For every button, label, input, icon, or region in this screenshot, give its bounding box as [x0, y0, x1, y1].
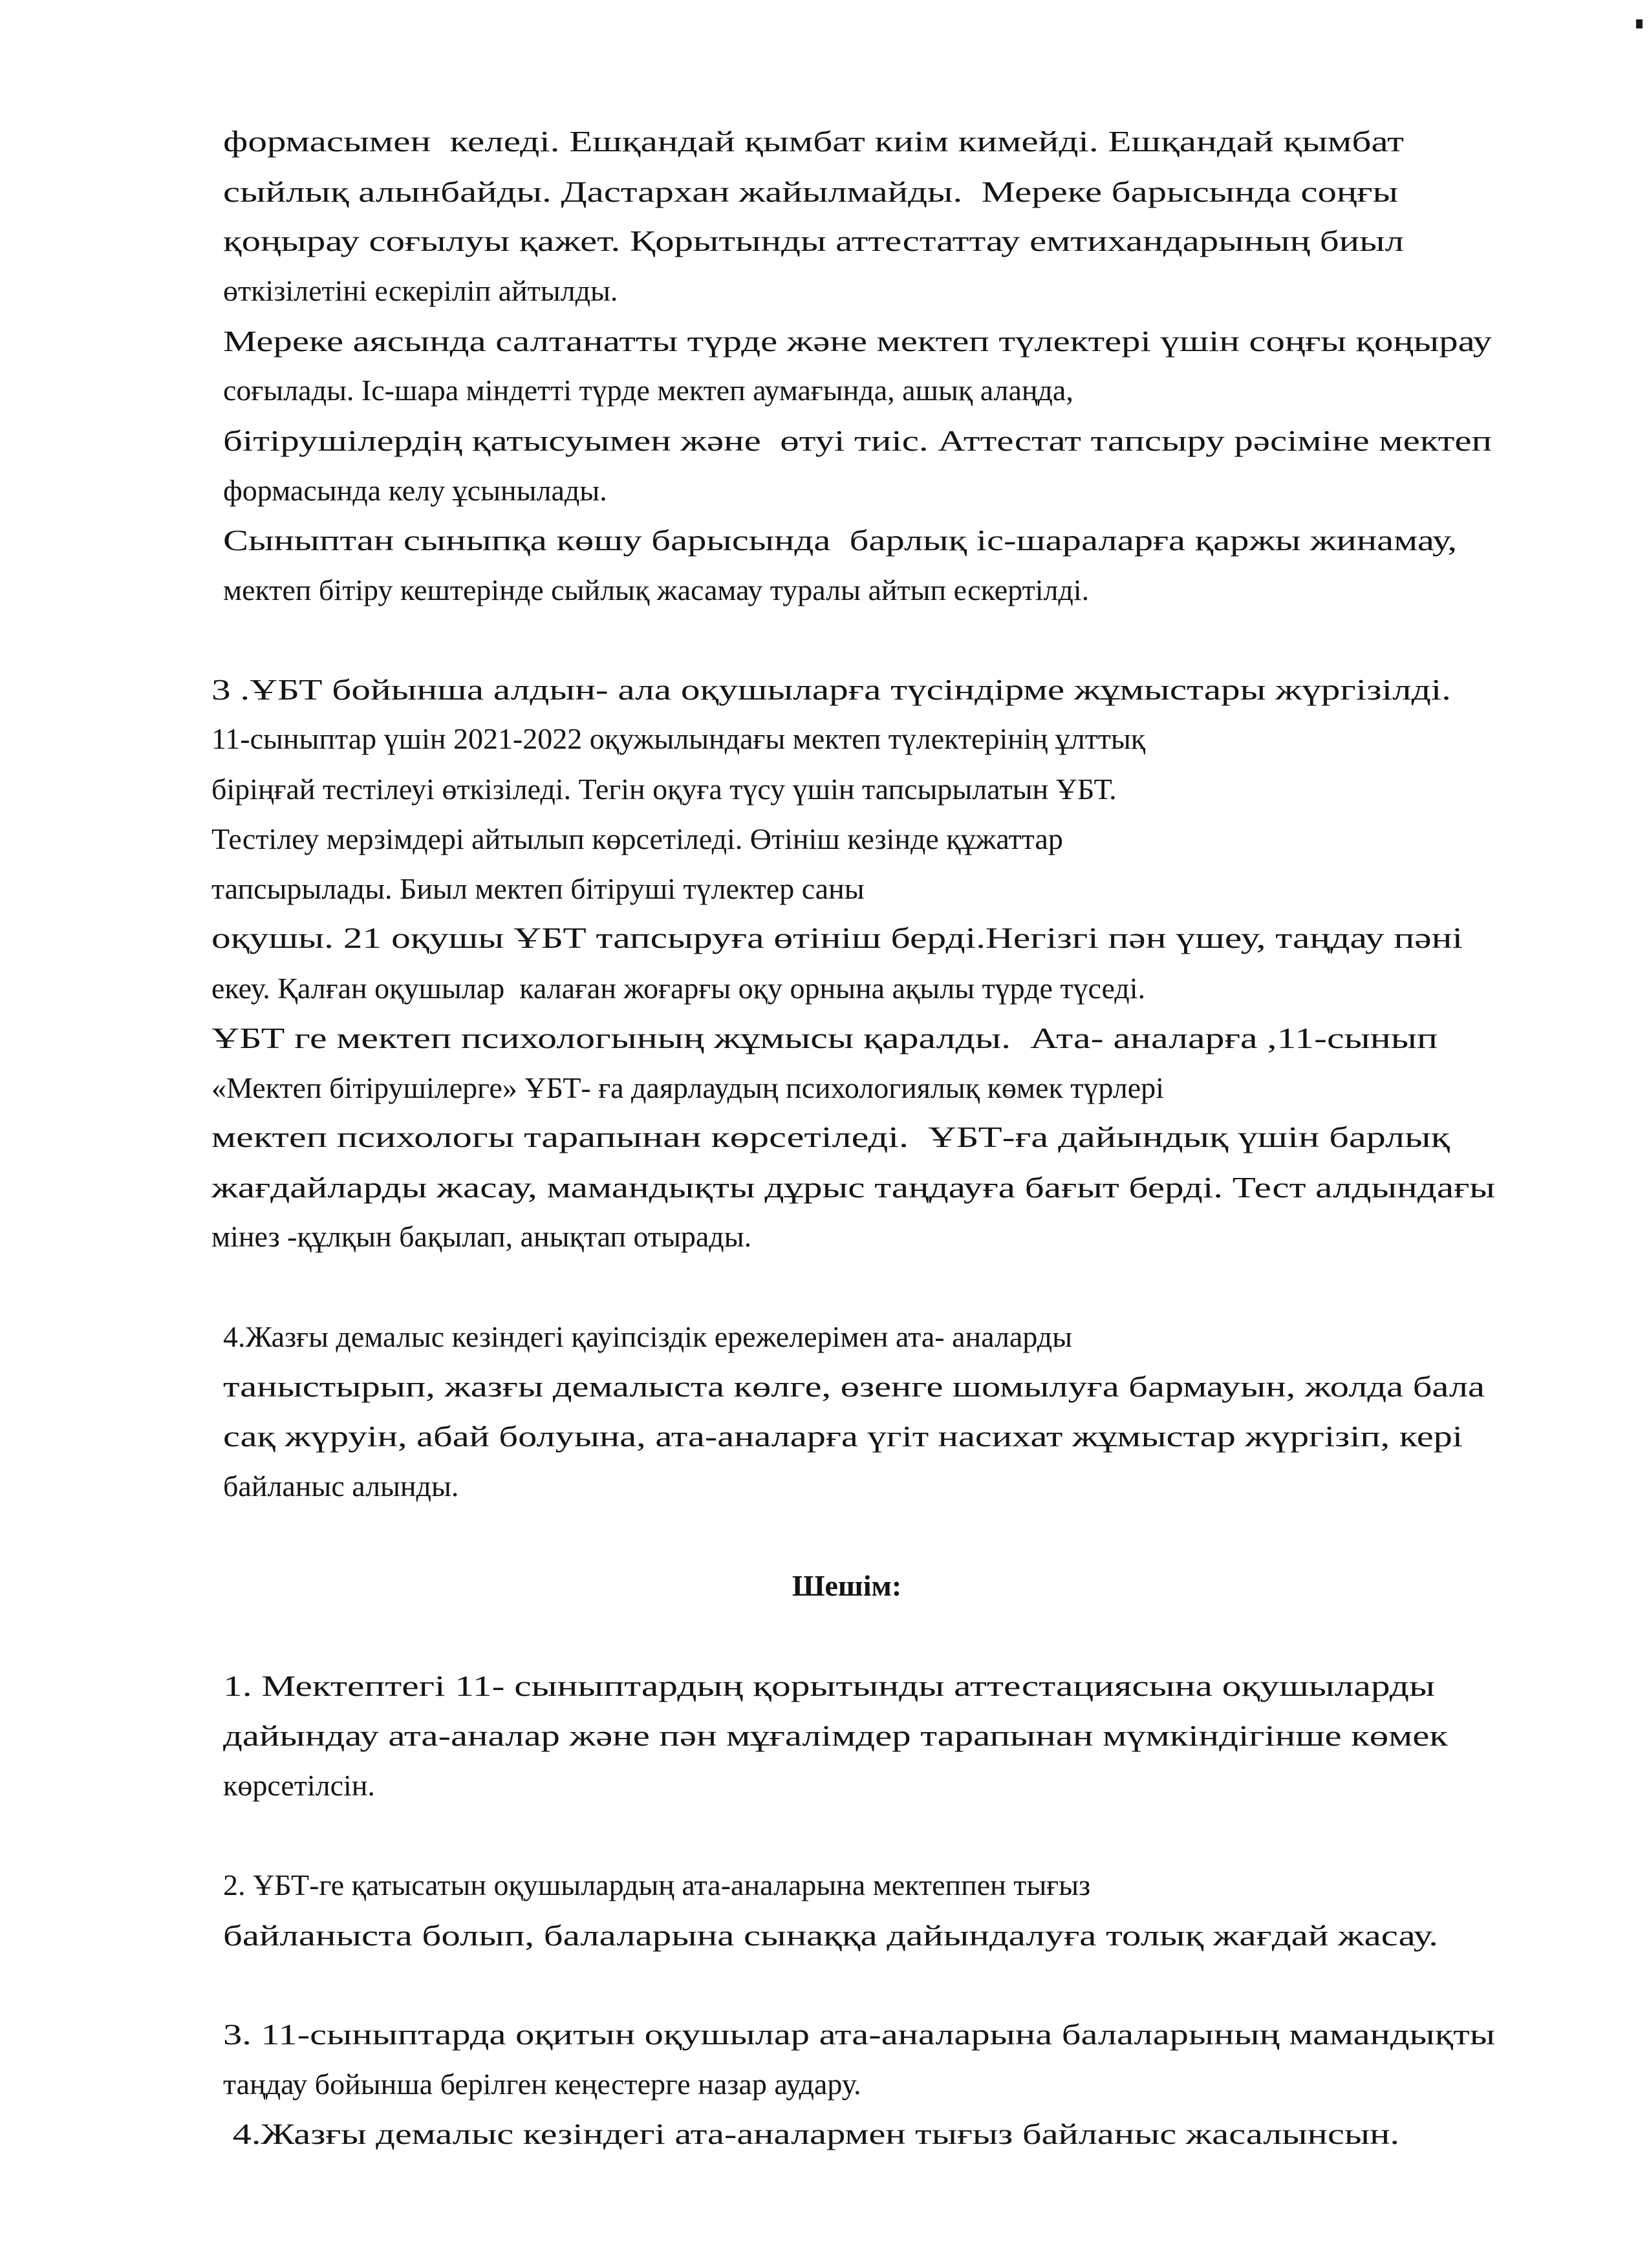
decision-line: байланыста болып, балаларына сынаққа дайындалуға толық жағдай жасау.: [223, 1919, 1438, 1952]
intro-line: Мереке аясында салтанатты түрде және мектеп түлектері үшін соңғы қоңырау: [223, 325, 1492, 358]
item-3-line: Тестілеу мерзімдері айтылып көрсетіледі. Өтініш кезінде құжаттар: [211, 822, 1063, 855]
item-3-line: тапсырылады. Биыл мектеп бітіруші түлектер саны: [211, 872, 865, 905]
decision-heading: Шешім:: [792, 1569, 902, 1602]
decision-line: дайындау ата-аналар және пән мұғалімдер тарапынан мүмкіндігінше көмек: [223, 1719, 1448, 1752]
item-4-line: таныстырып, жазғы демалыста көлге, өзенге шомылуға бармауын, жолда бала: [223, 1370, 1485, 1403]
item-4-line: байланыс алынды.: [223, 1470, 459, 1503]
item-3-line: мінез -құлқын бақылап, анықтап отырады.: [211, 1220, 752, 1253]
decision-line: таңдау бойынша берілген кеңестерге назар аудару.: [223, 2068, 861, 2101]
item-4-line: сақ жүруін, абай болуына, ата-аналарға үгіт насихат жұмыстар жүргізіп, кері: [223, 1420, 1463, 1453]
decision-line: 1. Мектептегі 11- сыныптардың қорытынды аттестациясына оқушыларды: [223, 1669, 1435, 1702]
decision-line: 3. 11-сыныптарда оқитын оқушылар ата-аналарына балаларының мамандықты: [223, 2018, 1495, 2051]
item-3-line: ҰБТ ге мектеп психологының жұмысы қаралды. Ата- аналарға ,11-сынып: [211, 1022, 1438, 1054]
intro-line: Сыныптан сыныпқа көшу барысында барлық іс-шараларға қаржы жинамау,: [223, 524, 1457, 557]
intro-line: формасымен келеді. Ешқандай қымбат киім кимейді. Ешқандай қымбат: [223, 125, 1404, 158]
intro-line: формасында келу ұсынылады.: [223, 474, 607, 507]
item-3-line: 3 .ҰБТ бойынша алдын- ала оқушыларға түсіндірме жұмыстары жүргізілді.: [211, 673, 1451, 706]
intro-line: бітірушілердің қатысуымен және өтуі тиіс. Аттестат тапсыру рәсіміне мектеп: [223, 424, 1492, 457]
scan-corner-mark: [1636, 19, 1643, 28]
intro-line: мектеп бітіру кештерінде сыйлық жасамау туралы айтып ескертілді.: [223, 573, 1090, 606]
item-3-line: екеу. Қалған оқушылар калаған жоғарғы оқу орнына ақылы түрде түседі.: [211, 972, 1145, 1005]
intro-line: өткізілетіні ескеріліп айтылды.: [223, 274, 618, 307]
decision-line: 4.Жазғы демалыс кезіндегі ата-аналармен тығыз байланыс жасалынсын.: [223, 2117, 1399, 2150]
item-3-line: 11-сыныптар үшін 2021-2022 оқужылындағы мектеп түлектерінің ұлттық: [211, 722, 1146, 755]
decision-line: көрсетілсін.: [223, 1769, 375, 1802]
item-4-line: 4.Жазғы демалыс кезіндегі қауіпсіздік ережелерімен ата- аналарды: [223, 1320, 1073, 1353]
item-3-line: оқушы. 21 оқушы ҰБТ тапсыруға өтініш берді.Негізгі пән үшеу, таңдау пәні: [211, 921, 1463, 954]
item-3-line: мектеп психологы тарапынан көрсетіледі. ҰБТ-ға дайындық үшін барлық: [211, 1120, 1450, 1153]
intro-line: сыйлық алынбайды. Дастархан жайылмайды. Мереке барысында соңғы: [223, 175, 1398, 208]
intro-line: соғылады. Іс-шара міндетті түрде мектеп аумағында, ашық алаңда,: [223, 374, 1073, 407]
item-3-line: біріңғай тестілеуі өткізіледі. Тегін оқуға түсу үшін тапсырылатын ҰБТ.: [211, 773, 1117, 806]
item-3-line: «Мектеп бітірушілерге» ҰБТ- ға даярлаудың психологиялық көмек түрлері: [211, 1071, 1164, 1104]
decision-line: 2. ҰБТ-ге қатысатын оқушылардың ата-аналарына мектеппен тығыз: [223, 1868, 1091, 1901]
item-3-line: жағдайларды жасау, мамандықты дұрыс таңдауға бағыт берді. Тест алдындағы: [211, 1171, 1495, 1204]
intro-line: қоңырау соғылуы қажет. Қорытынды аттестаттау емтихандарының биыл: [223, 224, 1404, 257]
